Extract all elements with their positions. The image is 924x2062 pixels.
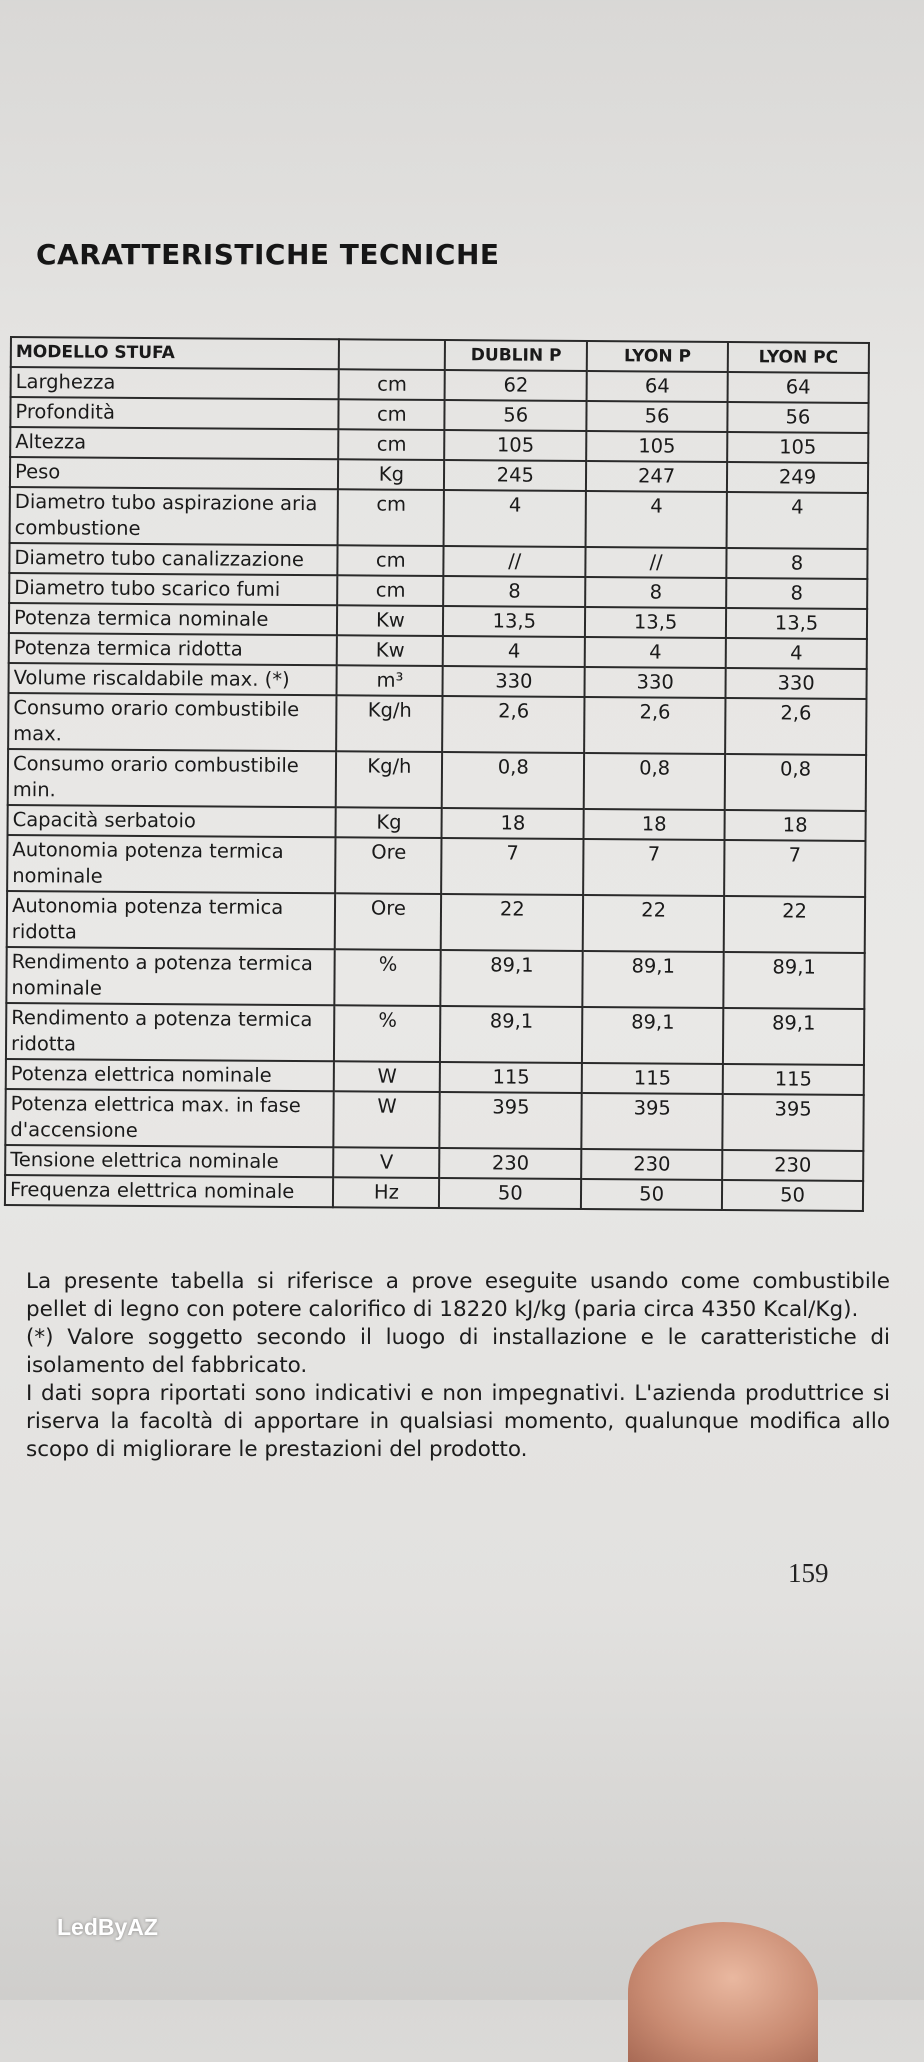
row-value: 89,1	[441, 950, 583, 1007]
row-value: //	[586, 547, 727, 578]
row-label: Peso	[10, 457, 339, 489]
row-value: 56	[445, 400, 587, 431]
row-value: 18	[584, 809, 725, 840]
row-label: Volume riscaldabile max. (*)	[9, 663, 338, 695]
row-value: 245	[444, 460, 586, 491]
row-unit: cm	[338, 489, 444, 546]
header-model-dublin-p: DUBLIN P	[445, 340, 587, 371]
row-value: 395	[440, 1092, 582, 1149]
table-row	[7, 891, 865, 953]
row-label: Potenza termica nominale	[9, 603, 338, 635]
row-value: 89,1	[723, 952, 864, 1009]
row-unit: cm	[338, 545, 444, 576]
row-label: Diametro tubo aspirazione aria combustione	[10, 487, 339, 545]
row-value: 2,6	[725, 698, 866, 755]
row-value: 8	[726, 548, 867, 579]
row-value: 2,6	[584, 697, 725, 754]
row-value: 230	[581, 1149, 722, 1180]
row-value: 7	[442, 838, 584, 895]
row-label: Altezza	[10, 427, 339, 459]
note-test-conditions: La presente tabella si riferisce a prove eseguite usando come combustibile pellet di legno con potere calorifico di 18220 kJ/kg (paria circa 4350 Kcal/Kg).	[26, 1269, 890, 1322]
row-value: 249	[727, 462, 868, 493]
footnote	[26, 1268, 890, 1464]
row-value: 7	[583, 839, 724, 896]
row-value: 89,1	[440, 1006, 582, 1063]
row-value: 2,6	[443, 696, 585, 753]
row-value: 0,8	[584, 753, 725, 810]
row-value: //	[444, 546, 586, 577]
row-value: 4	[444, 490, 586, 547]
row-unit: %	[334, 1005, 440, 1062]
row-unit: %	[335, 949, 441, 1006]
table-row	[8, 749, 866, 811]
row-unit: cm	[338, 575, 444, 606]
row-value: 13,5	[443, 606, 585, 637]
row-label: Capacità serbatoio	[8, 805, 337, 837]
table-row	[7, 835, 865, 897]
note-asterisk: (*) Valore soggetto secondo il luogo di installazione e le caratteristiche di isolamento del fabbricato.	[26, 1325, 890, 1378]
row-value: 22	[583, 895, 724, 952]
row-value: 105	[727, 432, 868, 463]
row-label: Diametro tubo canalizzazione	[9, 543, 338, 575]
row-label: Potenza elettrica nominale	[6, 1059, 335, 1091]
row-unit: Ore	[335, 893, 441, 950]
row-value: 13,5	[585, 607, 726, 638]
row-unit: Ore	[335, 837, 441, 894]
table-row	[8, 693, 866, 755]
row-label: Diametro tubo scarico fumi	[9, 573, 338, 605]
row-value: 330	[726, 668, 867, 699]
row-value: 62	[445, 370, 587, 401]
table-row	[10, 487, 868, 549]
row-value: 18	[725, 810, 866, 841]
row-value: 22	[441, 894, 583, 951]
row-value: 13,5	[726, 608, 867, 639]
row-label: Autonomia potenza termica ridotta	[7, 891, 336, 949]
row-value: 4	[585, 637, 726, 668]
row-value: 50	[439, 1178, 581, 1209]
row-value: 89,1	[723, 1008, 864, 1065]
row-value: 64	[587, 371, 728, 402]
row-value: 50	[581, 1179, 722, 1210]
row-value: 64	[728, 372, 869, 403]
row-label: Potenza elettrica max. in fase d'accensione	[5, 1089, 334, 1147]
row-value: 115	[582, 1063, 723, 1094]
row-unit: m³	[337, 665, 443, 696]
row-value: 105	[445, 430, 587, 461]
row-label: Consumo orario combustibile min.	[8, 749, 337, 807]
row-unit: Kw	[337, 635, 443, 666]
row-value: 4	[726, 638, 867, 669]
row-label: Tensione elettrica nominale	[5, 1145, 334, 1177]
table-row	[6, 1003, 864, 1065]
header-model-label: MODELLO STUFA	[11, 337, 340, 369]
row-value: 395	[722, 1094, 863, 1151]
row-value: 4	[586, 491, 727, 548]
row-unit: Hz	[333, 1177, 439, 1208]
row-value: 8	[726, 578, 867, 609]
row-value: 0,8	[725, 754, 866, 811]
row-label: Profondità	[10, 397, 339, 429]
row-value: 18	[442, 808, 584, 839]
row-label: Frequenza elettrica nominale	[5, 1175, 334, 1207]
row-value: 115	[440, 1062, 582, 1093]
row-value: 22	[724, 896, 865, 953]
row-unit: Kg/h	[336, 695, 442, 752]
spec-table-body	[5, 367, 869, 1211]
row-unit: V	[334, 1147, 440, 1178]
row-value: 4	[727, 492, 868, 549]
watermark: LedByAZ	[57, 1914, 158, 1940]
row-unit: cm	[339, 369, 445, 400]
row-value: 230	[722, 1150, 863, 1181]
header-unit	[339, 339, 445, 370]
row-label: Rendimento a potenza termica ridotta	[6, 1003, 335, 1061]
table-row	[5, 1175, 863, 1211]
finger-photo	[628, 1922, 818, 2062]
row-value: 89,1	[583, 951, 724, 1008]
row-unit: Kw	[337, 605, 443, 636]
row-label: Rendimento a potenza termica nominale	[6, 947, 335, 1005]
row-value: 330	[585, 667, 726, 698]
row-value: 105	[586, 431, 727, 462]
row-unit: cm	[339, 429, 445, 460]
note-disclaimer: I dati sopra riportati sono indicativi e non impegnativi. L'azienda produttrice si riserva la facoltà di apportare in qualsiasi momento, qualunque modifica allo scopo di migliorare le prestazioni del prodotto.	[26, 1381, 890, 1462]
row-unit: Kg	[336, 807, 442, 838]
table-row	[5, 1089, 863, 1151]
row-unit: W	[334, 1091, 440, 1148]
table-row	[6, 947, 864, 1009]
row-value: 56	[727, 402, 868, 433]
row-label: Potenza termica ridotta	[9, 633, 338, 665]
page-number: 159	[788, 1558, 829, 1588]
row-value: 8	[444, 576, 586, 607]
row-label: Larghezza	[11, 367, 340, 399]
row-value: 89,1	[582, 1007, 723, 1064]
row-value: 330	[443, 666, 585, 697]
header-model-lyon-pc: LYON PC	[728, 342, 869, 373]
row-value: 0,8	[442, 752, 584, 809]
row-unit: Kg/h	[336, 751, 442, 808]
row-value: 247	[586, 461, 727, 492]
row-value: 230	[440, 1148, 582, 1179]
row-value: 115	[723, 1064, 864, 1095]
row-value: 56	[587, 401, 728, 432]
spec-table	[4, 336, 870, 1212]
row-label: Consumo orario combustibile max.	[8, 693, 337, 751]
row-unit: W	[334, 1061, 440, 1092]
row-value: 8	[585, 577, 726, 608]
header-model-lyon-p: LYON P	[587, 341, 728, 372]
row-value: 4	[443, 636, 585, 667]
row-unit: cm	[339, 399, 445, 430]
row-value: 395	[582, 1093, 723, 1150]
page-title: CARATTERISTICHE TECNICHE	[36, 238, 500, 271]
row-label: Autonomia potenza termica nominale	[7, 835, 336, 893]
row-unit: Kg	[338, 459, 444, 490]
row-value: 7	[724, 840, 865, 897]
row-value: 50	[722, 1180, 863, 1211]
